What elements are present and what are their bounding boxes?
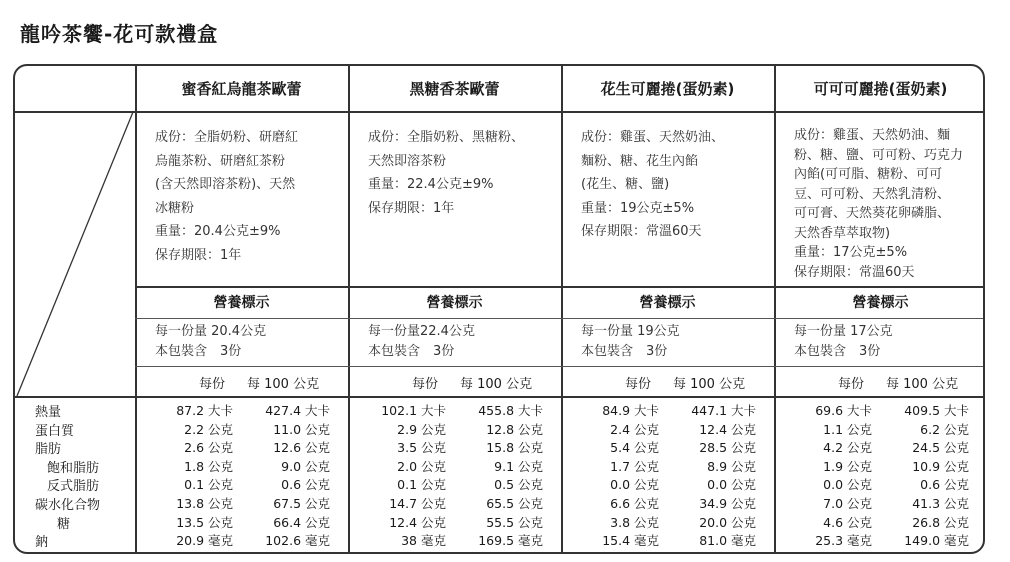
per-100g-value: 81.0 毫克 (699, 533, 756, 549)
per-serving-value: 1.8 公克 (184, 458, 233, 474)
nutrient-label: 鈉 (35, 535, 49, 551)
per-serving-value: 0.1 公克 (184, 477, 233, 493)
ingredient-detail-line: 重量：17公克±5% (794, 245, 908, 260)
per-serving-value: 6.6 公克 (610, 496, 659, 511)
per-serving-value: 13.5 公克 (176, 514, 233, 530)
per-serving-value: 2.6 公克 (184, 440, 233, 456)
ingredient-detail-line: 天然即溶茶粉 (368, 153, 447, 169)
per-serving-value: 0.0 公克 (610, 477, 659, 493)
nutrient-label: 糖 (57, 516, 71, 532)
per-100g-value: 65.5 公克 (486, 496, 543, 511)
ingredient-detail-line: 麵粉、糖、花生內餡 (581, 153, 699, 169)
ingredient-detail-line: 重量：20.4公克±9% (155, 224, 281, 239)
ingredient-detail-line: 成份：全脂奶粉、研磨紅 (155, 130, 299, 145)
ingredient-detail-line: 重量：19公克±5% (581, 200, 695, 216)
per-serving-header: 每份 (199, 377, 226, 392)
ingredient-detail-line: 粉、糖、鹽、可可粉、巧克力 (794, 147, 964, 163)
serving-size: 每一份量 19公克 (581, 324, 680, 339)
ingredient-detail-line: 重量：22.4公克±9% (368, 177, 494, 192)
servings-per-package: 本包裝含 3份 (368, 344, 455, 359)
per-serving-value: 102.1 大卡 (381, 403, 446, 418)
per-100g-value: 28.5 公克 (699, 440, 756, 456)
product-name: 花生可麗捲(蛋奶素) (600, 80, 735, 98)
per-serving-header: 每份 (838, 377, 865, 392)
per-serving-header: 每份 (412, 377, 439, 392)
per-serving-value: 2.2 公克 (184, 421, 233, 437)
product-name: 可可可麗捲(蛋奶素) (813, 80, 948, 98)
nutrition-facts-header: 營養標示 (426, 295, 483, 311)
per-serving-value: 2.0 公克 (397, 458, 446, 474)
nutrition-facts-header: 營養標示 (852, 295, 909, 311)
per-100g-header: 每 100 公克 (673, 377, 746, 392)
per-serving-value: 84.9 大卡 (602, 403, 659, 418)
ingredient-detail-line: (含天然即溶茶粉)、天然 (155, 177, 296, 192)
nutrient-label: 飽和脂肪 (47, 460, 100, 476)
page-title: 龍吟茶饗-花可款禮盒 (20, 22, 219, 46)
per-100g-value: 24.5 公克 (912, 440, 969, 456)
nutrient-label: 脂肪 (35, 442, 62, 458)
per-100g-value: 55.5 公克 (486, 514, 543, 530)
per-100g-value: 447.1 大卡 (691, 403, 756, 418)
per-serving-value: 38 毫克 (401, 533, 446, 549)
per-100g-value: 9.1 公克 (494, 458, 543, 474)
per-serving-value: 7.0 公克 (823, 496, 872, 511)
ingredient-detail-line: 內餡(可可脂、糖粉、可可 (794, 167, 943, 182)
per-serving-value: 69.6 大卡 (815, 403, 872, 418)
corner-diagonal-line (15, 112, 135, 396)
per-100g-value: 12.8 公克 (486, 421, 543, 437)
per-serving-header: 每份 (625, 377, 652, 392)
serving-size: 每一份量 17公克 (794, 324, 893, 339)
serving-info-divider (135, 366, 983, 367)
per-serving-value: 3.8 公克 (610, 514, 659, 530)
per-100g-value: 20.0 公克 (699, 514, 756, 530)
per-serving-value: 12.4 公克 (389, 514, 446, 530)
per-serving-value: 13.8 公克 (176, 496, 233, 511)
per-serving-value: 3.5 公克 (397, 440, 446, 456)
ingredient-detail-line: 天然香草萃取物) (794, 225, 891, 241)
ingredient-detail-line: 成份：全脂奶粉、黑糖粉、 (368, 130, 525, 145)
per-serving-value: 2.4 公克 (610, 421, 659, 437)
ingredient-detail-line: 豆、可可粉、天然乳清粉、 (794, 186, 951, 202)
ingredient-detail-line: (花生、糖、鹽) (581, 177, 670, 192)
per-100g-value: 12.6 公克 (273, 440, 330, 456)
ingredient-detail-line: 烏龍茶粉、研磨紅茶粉 (155, 153, 286, 169)
values-divider (15, 396, 983, 398)
per-100g-value: 11.0 公克 (273, 421, 330, 437)
ingredient-detail-line: 保存期限：常溫60天 (581, 224, 702, 239)
per-100g-value: 0.6 公克 (920, 477, 969, 493)
per-serving-value: 14.7 公克 (389, 496, 446, 511)
per-100g-value: 0.5 公克 (494, 477, 543, 493)
nutrient-label: 反式脂肪 (47, 479, 100, 495)
ingredient-detail-line: 可可膏、天然葵花卵磷脂、 (794, 206, 951, 221)
servings-per-package: 本包裝含 3份 (581, 344, 668, 359)
per-100g-header: 每 100 公克 (247, 377, 320, 392)
per-100g-value: 427.4 大卡 (265, 403, 330, 418)
per-serving-value: 20.9 毫克 (176, 533, 233, 549)
per-serving-value: 4.2 公克 (823, 440, 872, 456)
per-100g-value: 34.9 公克 (699, 496, 756, 511)
per-100g-value: 102.6 毫克 (265, 533, 330, 549)
ingredient-detail-line: 成份：雞蛋、天然奶油、 (581, 130, 725, 145)
ingredient-detail-line: 冰糖粉 (155, 200, 195, 216)
per-100g-value: 41.3 公克 (912, 496, 969, 511)
ingredient-detail-line: 成份：雞蛋、天然奶油、麵 (794, 128, 951, 143)
per-serving-value: 15.4 毫克 (602, 533, 659, 549)
per-100g-header: 每 100 公克 (460, 377, 533, 392)
per-100g-value: 8.9 公克 (707, 458, 756, 474)
serving-size: 每一份量22.4公克 (368, 324, 475, 339)
per-100g-value: 149.0 毫克 (904, 533, 969, 549)
per-100g-value: 26.8 公克 (912, 514, 969, 530)
servings-per-package: 本包裝含 3份 (155, 344, 242, 359)
nutrition-table (13, 64, 985, 554)
product-name: 黑糖香茶歐蕾 (409, 80, 500, 98)
serving-size: 每一份量 20.4公克 (155, 324, 267, 339)
per-serving-value: 0.1 公克 (397, 477, 446, 493)
per-100g-value: 9.0 公克 (281, 458, 330, 474)
nutrient-label: 蛋白質 (35, 423, 75, 439)
per-100g-value: 66.4 公克 (273, 514, 330, 530)
nutrient-label: 碳水化合物 (35, 498, 101, 513)
per-serving-value: 25.3 毫克 (815, 533, 872, 549)
per-serving-value: 1.1 公克 (823, 421, 872, 437)
ingredient-detail-line: 保存期限：常溫60天 (794, 264, 915, 280)
per-100g-value: 455.8 大卡 (478, 403, 543, 418)
per-serving-value: 5.4 公克 (610, 440, 659, 456)
per-100g-value: 0.6 公克 (281, 477, 330, 493)
per-100g-value: 10.9 公克 (912, 458, 969, 474)
nutrition-facts-header: 營養標示 (639, 295, 696, 311)
per-serving-value: 87.2 大卡 (176, 403, 233, 418)
product-name: 蜜香紅烏龍茶歐蕾 (181, 80, 302, 98)
per-serving-value: 0.0 公克 (823, 477, 872, 493)
per-100g-header: 每 100 公克 (886, 377, 959, 392)
nutrient-label: 熱量 (35, 405, 62, 420)
per-serving-value: 2.9 公克 (397, 421, 446, 437)
per-100g-value: 67.5 公克 (273, 496, 330, 511)
nutrition-facts-header: 營養標示 (213, 295, 270, 311)
per-100g-value: 15.8 公克 (486, 440, 543, 456)
ingredient-detail-line: 保存期限：1年 (155, 247, 242, 263)
nutrition-header-divider (135, 318, 983, 319)
per-100g-value: 0.0 公克 (707, 477, 756, 493)
per-serving-value: 1.7 公克 (610, 458, 659, 474)
per-100g-value: 169.5 毫克 (478, 533, 543, 549)
per-100g-value: 12.4 公克 (699, 421, 756, 437)
per-serving-value: 4.6 公克 (823, 514, 872, 530)
per-100g-value: 6.2 公克 (920, 421, 969, 437)
per-serving-value: 1.9 公克 (823, 458, 872, 474)
servings-per-package: 本包裝含 3份 (794, 344, 881, 359)
per-100g-value: 409.5 大卡 (904, 403, 969, 418)
ingredient-detail-line: 保存期限：1年 (368, 200, 455, 216)
